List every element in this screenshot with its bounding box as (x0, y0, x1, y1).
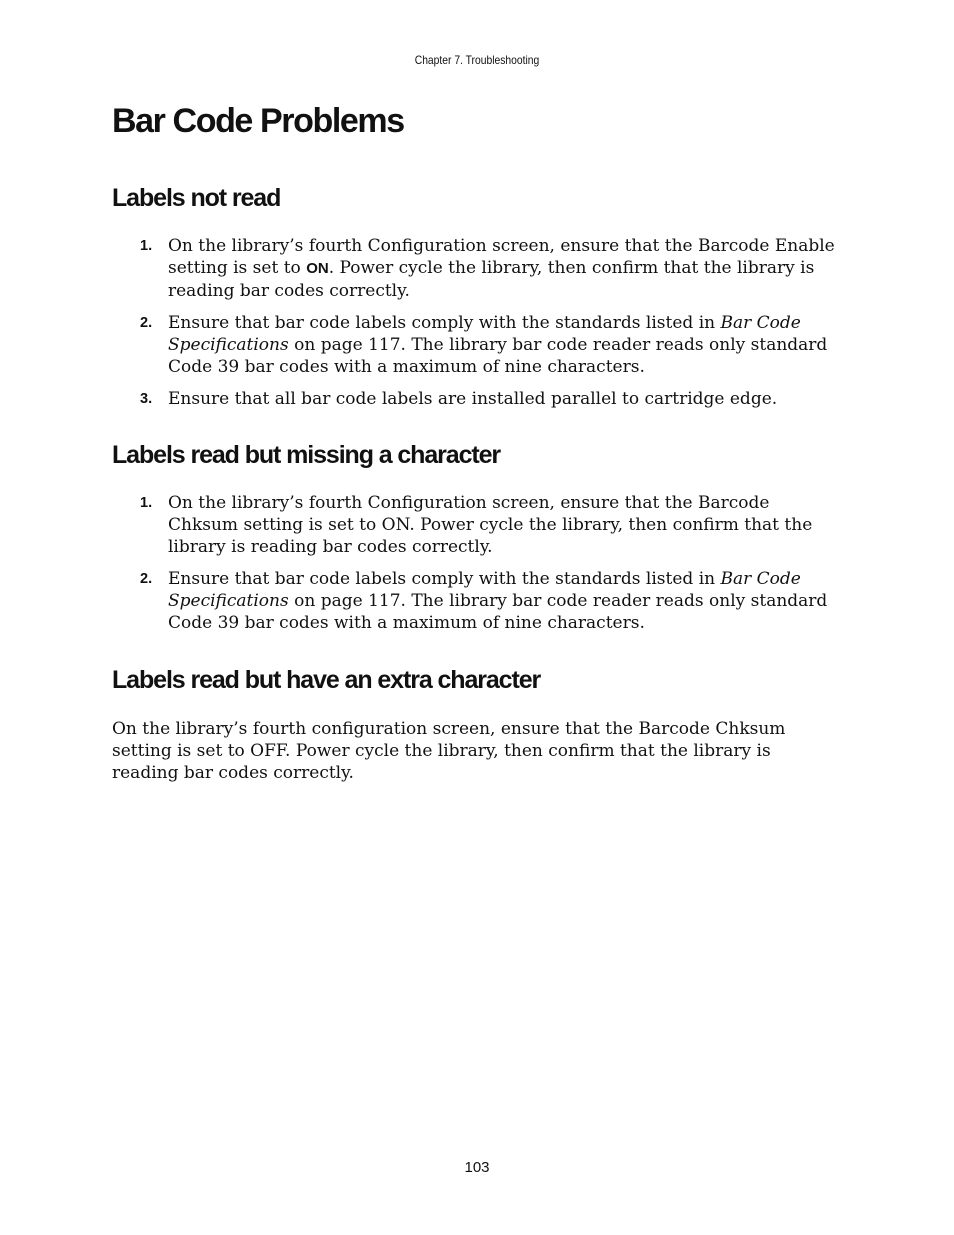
steps-labels-not-read (112, 235, 842, 420)
section-heading-labels-not-read: Labels not read (112, 184, 281, 212)
cross-reference-title: Bar Code Specifications (168, 569, 801, 611)
step-item (112, 568, 842, 634)
page-number: 103 (464, 1159, 490, 1176)
step-item (112, 492, 842, 558)
step-item (112, 312, 842, 378)
section-heading-extra-character: Labels read but have an extra character (112, 666, 541, 694)
step-text (168, 312, 842, 378)
step-text-part: Ensure that bar code labels comply with the standards listed in (168, 313, 721, 333)
on-keyword: ON (306, 260, 329, 277)
extra-character-paragraph: On the library’s fourth configuration screen, ensure that the Barcode Chksum setting is set to OFF. Power cycle the library, then confirm that the library is reading bar codes correctly. (112, 719, 786, 783)
page-title: Bar Code Problems (112, 102, 404, 140)
step-text: Ensure that all bar code labels are installed parallel to cartridge edge. (168, 389, 778, 409)
step-text-part: . Power cycle the library, then confirm that the library is reading bar codes correctly. (168, 258, 815, 301)
steps-missing-character (112, 492, 842, 644)
step-number: 2. (140, 571, 153, 587)
step-number: 1. (140, 495, 153, 511)
running-header: Chapter 7. Troubleshooting (414, 53, 540, 67)
step-text (168, 568, 842, 634)
cross-reference-title: Bar Code Specifications (168, 313, 801, 355)
step-text-part: On the library’s fourth Configuration screen, ensure that the Barcode Enable setting is set to (168, 236, 835, 278)
step-item (112, 388, 842, 410)
step-text: On the library’s fourth Configuration screen, ensure that the Barcode Chksum setting is set to ON. Power cycle the library, then confirm that the library is reading bar codes correctly. (168, 493, 813, 557)
step-number: 2. (140, 315, 153, 331)
step-number: 3. (140, 391, 153, 407)
step-text (168, 235, 842, 302)
step-text-part: Ensure that bar code labels comply with the standards listed in (168, 569, 721, 589)
step-text-part: on page 117. The library bar code reader reads only standard Code 39 bar codes with a maximum of nine characters. (168, 335, 828, 377)
step-number: 1. (140, 238, 153, 254)
step-item (112, 235, 842, 302)
step-text-part: on page 117. The library bar code reader reads only standard Code 39 bar codes with a maximum of nine characters. (168, 591, 828, 633)
section-heading-missing-character: Labels read but missing a character (112, 441, 501, 469)
